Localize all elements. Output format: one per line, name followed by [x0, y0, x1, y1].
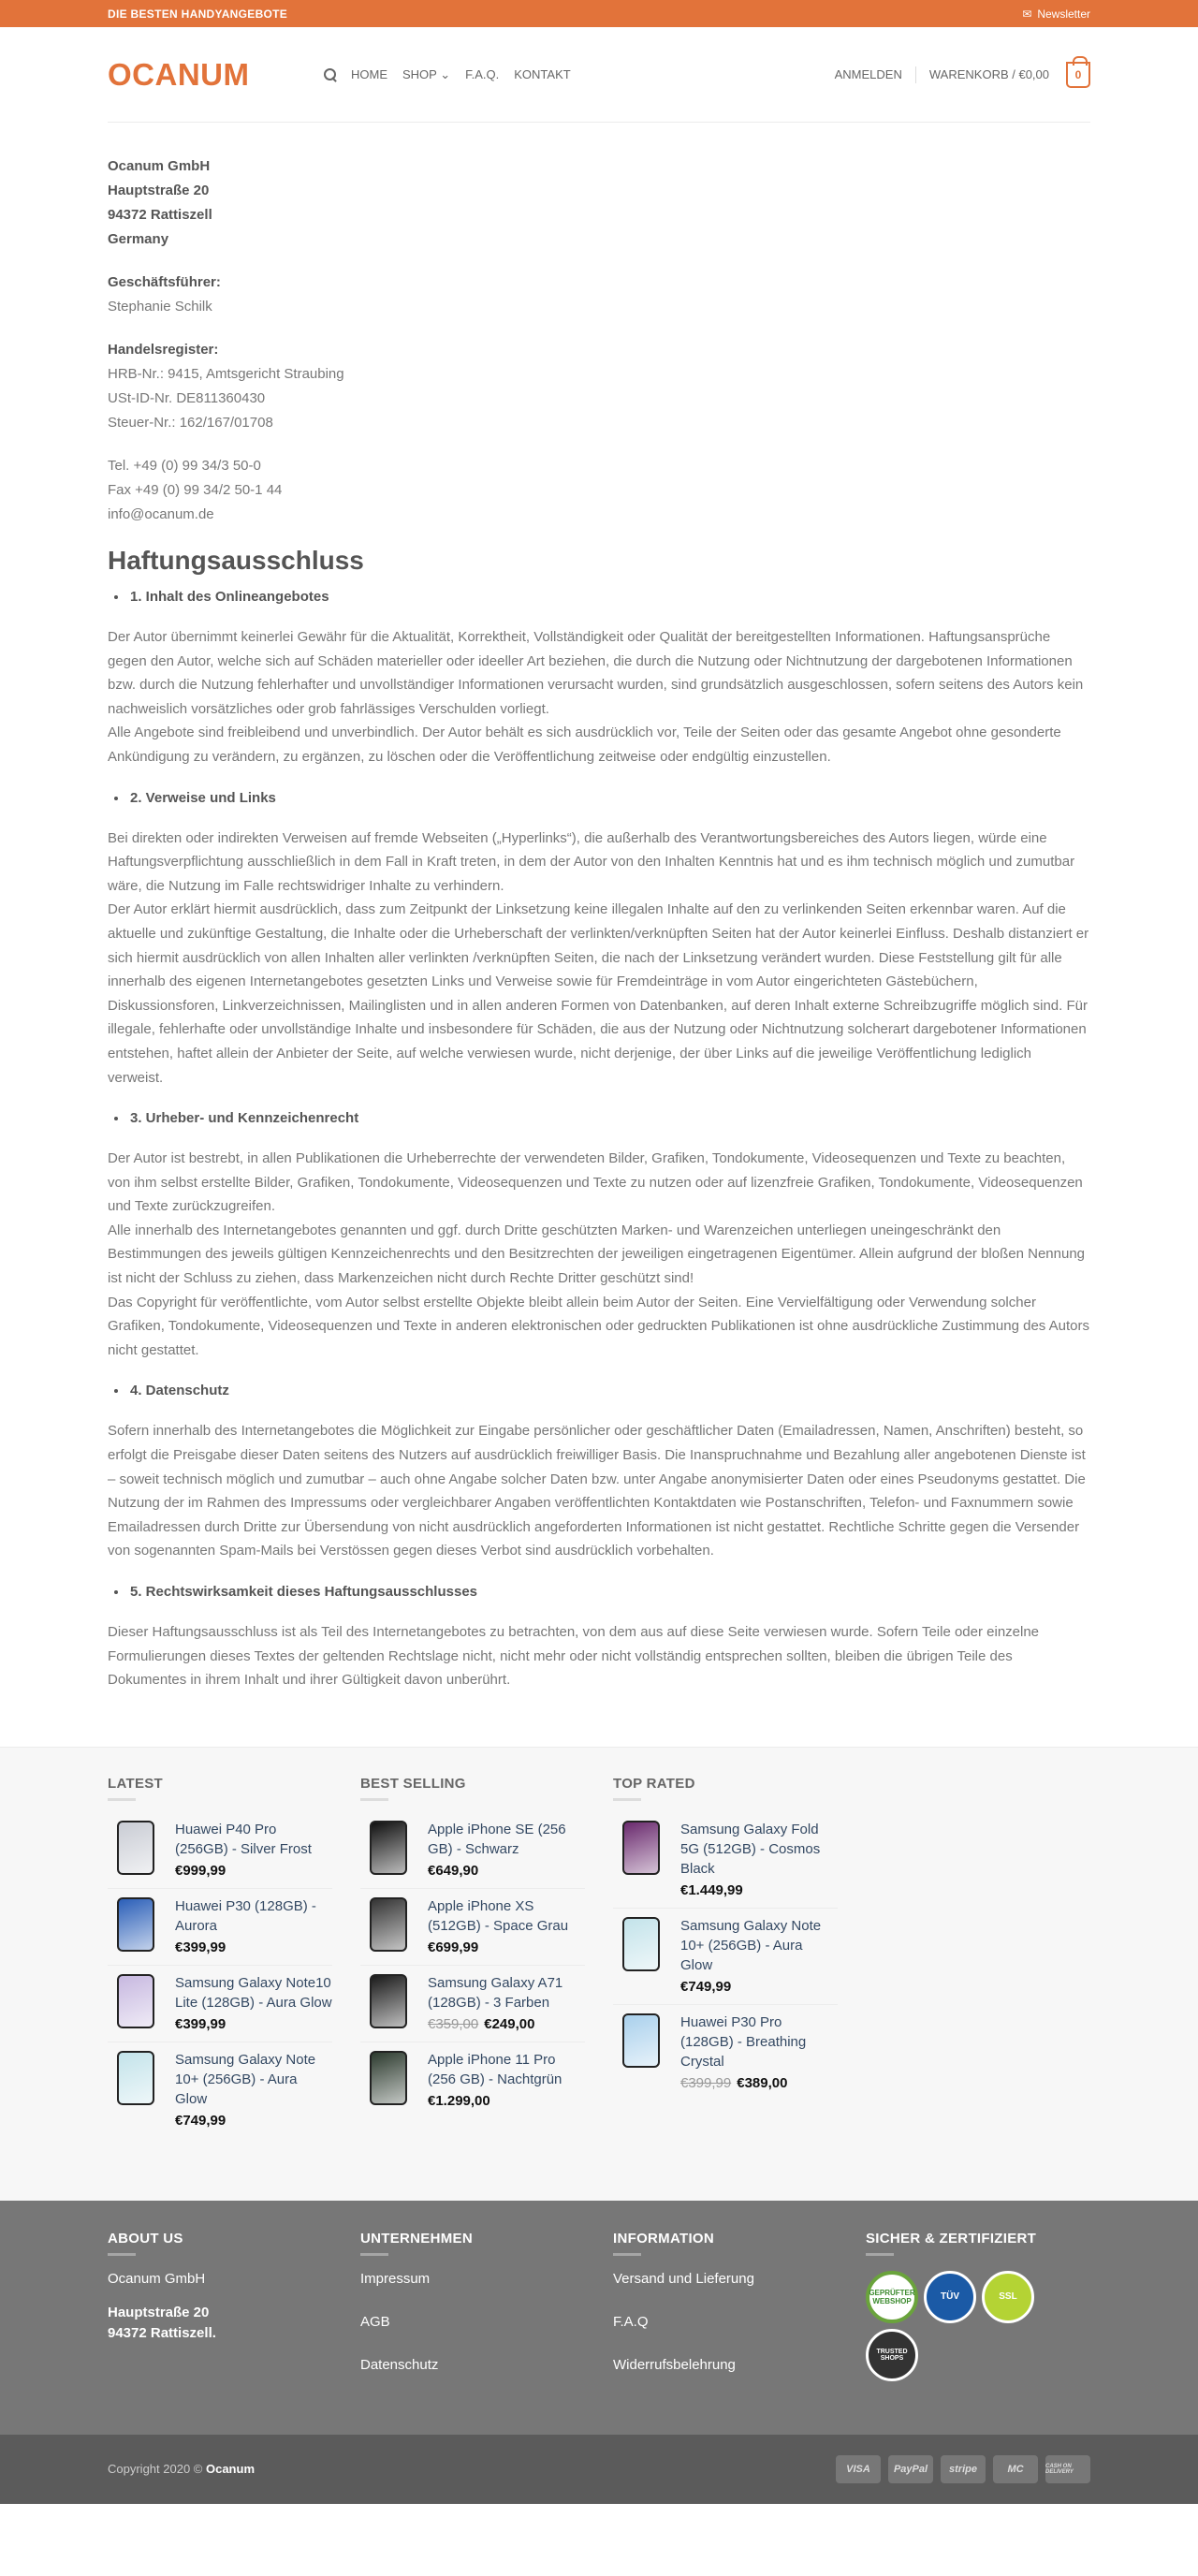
- director-name: Stephanie Schilk: [108, 299, 212, 315]
- ssl-badge-icon: SSL: [982, 2271, 1034, 2323]
- footer-link-agb[interactable]: AGB: [360, 2313, 390, 2330]
- section-heading: • 3. Urheber- und Kennzeichenrecht: [128, 1110, 1090, 1126]
- product-image[interactable]: [108, 2050, 164, 2106]
- payment-icons: [836, 2455, 1090, 2483]
- payment-method-icon: MC: [993, 2455, 1038, 2483]
- nav-faq[interactable]: F.A.Q.: [465, 67, 500, 81]
- fax: Fax +49 (0) 99 34/2 50-1 44: [108, 482, 283, 498]
- footer-about: ABOUT US Ocanum GmbH Hauptstraße 20 94372 Rattiszell.: [108, 2231, 360, 2381]
- phone: Tel. +49 (0) 99 34/3 50-0: [108, 458, 261, 474]
- product-item[interactable]: [613, 1812, 838, 1909]
- widget-column: [360, 1776, 585, 2138]
- phone-icon: [370, 2051, 407, 2105]
- product-image[interactable]: [613, 1820, 669, 1876]
- widget-title: BEST SELLING: [360, 1776, 585, 1801]
- product-name[interactable]: Apple iPhone 11 Pro (256 GB) - Nachtgrün: [428, 2051, 562, 2087]
- product-image[interactable]: [360, 1896, 416, 1953]
- company-address: [108, 154, 1090, 252]
- phone-icon: [117, 2051, 154, 2105]
- widget-title: TOP RATED: [613, 1776, 838, 1801]
- logo[interactable]: OCANUM: [108, 56, 250, 92]
- product-widgets: [0, 1747, 1198, 2201]
- product-item[interactable]: [360, 1812, 585, 1889]
- bottom-bar: [0, 2435, 1198, 2504]
- section-text: Sofern innerhalb des Internetangebotes die Möglichkeit zur Eingabe persönlicher oder geschäftlicher Daten (Emailadressen, Namen, Anschriften) besteht, so erfolgt die Preisgabe dieser Daten seitens des Nutzers auf ausdrücklich freiwilliger Basis. Die Inanspruchnahme und Bezahlung aller angebotenen Dienste ist – soweit technisch möglich und zumutbar – auch ohne Angabe solcher Daten bzw. unter Angabe anonymisierter Daten oder eines Pseudonyms gestattet. Die Nutzung der im Rahmen des Impressums oder vergleichbarer Angaben veröffentlichten Kontaktdaten wie Postanschriften, Telefon- und Faxnummern sowie Emailadressen durch Dritte zur Übersendung von nicht ausdrücklich angeforderten Informationen ist nicht gestattet. Rechtliche Schritte gegen die Versender von sogenannten Spam-Mails bei Verstössen gegen dieses Verbot sind ausdrücklich vorbehalten.: [108, 1423, 1086, 1559]
- phone-icon: [622, 1821, 660, 1875]
- phone-icon: [370, 1897, 407, 1952]
- tax-number: Steuer-Nr.: 162/167/01708: [108, 415, 273, 431]
- product-name[interactable]: Samsung Galaxy Note 10+ (256GB) - Aura Glow: [680, 1917, 822, 1973]
- product-item[interactable]: [108, 2042, 332, 2138]
- product-image[interactable]: [108, 1973, 164, 2029]
- section-heading: • 2. Verweise und Links: [128, 790, 1090, 806]
- product-price: €1.299,00: [428, 2092, 490, 2109]
- copyright: Copyright 2020 © Ocanum: [108, 2462, 255, 2477]
- nav-home[interactable]: HOME: [351, 67, 387, 81]
- product-image[interactable]: [108, 1820, 164, 1876]
- cart-link[interactable]: WARENKORB / €0,00: [928, 67, 1049, 81]
- old-price: €399,99: [680, 2074, 732, 2091]
- product-price: €399,99 €389,00: [680, 2074, 788, 2091]
- page-title: Haftungsausschluss: [108, 546, 364, 575]
- phone-icon: [370, 1974, 407, 2028]
- footer-link-impressum[interactable]: Impressum: [360, 2270, 431, 2287]
- product-image[interactable]: [108, 1896, 164, 1953]
- company-name: Ocanum GmbH: [108, 158, 211, 174]
- product-name[interactable]: Apple iPhone XS (512GB) - Space Grau: [428, 1897, 569, 1934]
- company-country: Germany: [108, 231, 169, 247]
- product-name[interactable]: Huawei P40 Pro (256GB) - Silver Frost: [175, 1821, 312, 1857]
- search-icon[interactable]: [323, 67, 338, 82]
- product-price: €399,99: [175, 1939, 226, 1955]
- nav-shop[interactable]: SHOP ⌄: [402, 66, 451, 81]
- product-price: €749,99: [175, 2112, 226, 2129]
- product-image[interactable]: [360, 2050, 416, 2106]
- product-price: €359,00 €249,00: [428, 2015, 535, 2032]
- section-text: Der Autor ist bestrebt, in allen Publikationen die Urheberrechte der verwendeten Bilder, Grafiken, Tondokumente, Videosequenzen und Texte zu beachten, von ihm selbst erstellte Bilder, Grafiken, Tondokumente, Videosequenzen und Texte zu nutzen oder auf lizenzfreie Grafiken, Tondokumente, Videosequenzen und Texte zurückzugreifen. Alle innerhalb des Internetangebotes genannten und ggf. durch Dritte geschützten Marken- und Warenzeichen unterliegen uneingeschränkt den Bestimmungen des jeweils gültigen Kennzeichenrechts und den Besitzrechten der jeweiligen eingetragenen Eigentümer. Allein aufgrund der bloßen Nennung ist nicht der Schluss zu ziehen, dass Markenzeichen nicht durch Rechte Dritter geschützt sind! Das Copyright für veröffentlichte, vom Autor selbst erstellte Objekte bleibt allein beim Autor der Seiten. Eine Vervielfältigung oder Verwendung solcher Grafiken, Tondokumente, Videosequenzen und Texte in anderen elektronischen oder gedruckten Publikationen ist ohne ausdrückliche Zustimmung des Autors nicht gestattet.: [108, 1150, 1089, 1358]
- envelope-icon: ✉: [1022, 7, 1032, 21]
- contact-info: [108, 454, 1090, 527]
- promo-text: DIE BESTEN HANDYANGEBOTE: [108, 7, 288, 21]
- footer-link-faq[interactable]: F.A.Q: [613, 2313, 649, 2330]
- product-item[interactable]: [613, 2005, 838, 2100]
- widget-column: [108, 1776, 332, 2138]
- product-item[interactable]: [613, 1909, 838, 2005]
- section-heading: • 5. Rechtswirksamkeit dieses Haftungsausschlusses: [128, 1584, 1090, 1600]
- top-bar: [0, 0, 1198, 27]
- product-name[interactable]: Huawei P30 (128GB) - Aurora: [175, 1897, 316, 1934]
- product-item[interactable]: [360, 1889, 585, 1966]
- phone-icon: [370, 1821, 407, 1875]
- phone-icon: [622, 1917, 660, 1971]
- trade-register: Handelsregister: HRB-Nr.: 9415, Amtsgericht Straubing USt-ID-Nr. DE811360430 Steuer-Nr.: 162/167/01708: [108, 338, 1090, 435]
- footer-certificates: SICHER & ZERTIFIZIERT GEPRÜFTER WEBSHOP TÜV SSL TRUSTED SHOPS: [866, 2231, 1090, 2381]
- cart-count-badge[interactable]: 0: [1066, 62, 1090, 88]
- tuev-badge-icon: TÜV: [924, 2271, 976, 2323]
- payment-method-icon: stripe: [941, 2455, 986, 2483]
- footer: [0, 2201, 1198, 2435]
- footer-company: UNTERNEHMEN Impressum AGB Datenschutz: [360, 2231, 613, 2381]
- header: [0, 27, 1198, 123]
- section-text: Der Autor übernimmt keinerlei Gewähr für die Aktualität, Korrektheit, Vollständigkeit oder Qualität der bereitgestellten Informationen. Haftungsansprüche gegen den Autor, welche sich auf Schäden materieller oder ideeller Art beziehen, die durch die Nutzung oder Nichtnutzung der dargebotenen Informationen bzw. durch die Nutzung fehlerhafter und unvollständiger Informationen verursacht wurden, sind grundsätzlich ausgeschlossen, sofern seitens des Autors kein nachweislich vorsätzliches oder grob fahrlässiges Verschulden vorliegt. Alle Angebote sind freibleibend und unverbindlich. Der Autor behält es sich ausdrücklich vor, Teile der Seiten oder das gesamte Angebot ohne gesonderte Ankündigung zu verändern, zu ergänzen, zu löschen oder die Veröffentlichung zeitweise oder endgültig einzustellen.: [108, 629, 1084, 765]
- payment-method-icon: VISA: [836, 2455, 881, 2483]
- product-name[interactable]: Samsung Galaxy Fold 5G (512GB) - Cosmos Black: [680, 1821, 821, 1877]
- hrb-number: HRB-Nr.: 9415, Amtsgericht Straubing: [108, 366, 344, 382]
- chevron-down-icon: ⌄: [440, 66, 451, 81]
- footer-link-datenschutz[interactable]: Datenschutz: [360, 2356, 439, 2373]
- product-name[interactable]: Samsung Galaxy Note10 Lite (128GB) - Aura Glow: [175, 1974, 332, 2011]
- product-item[interactable]: [360, 2042, 585, 2118]
- disclaimer-sections: [108, 589, 1090, 1692]
- product-price: €749,99: [680, 1978, 732, 1995]
- payment-method-icon: CASH ON DELIVERY: [1045, 2455, 1090, 2483]
- divider: [915, 66, 916, 83]
- product-name[interactable]: Huawei P30 Pro (128GB) - Breathing Crystal: [680, 2013, 807, 2070]
- product-price: €699,99: [428, 1939, 479, 1955]
- trusted-shops-badge-icon: TRUSTED SHOPS: [866, 2329, 918, 2381]
- vat-id: USt-ID-Nr. DE811360430: [108, 390, 266, 406]
- product-item[interactable]: [108, 1889, 332, 1966]
- company-street: Hauptstraße 20: [108, 183, 210, 198]
- product-image[interactable]: [613, 1916, 669, 1972]
- newsletter-link[interactable]: ✉ Newsletter: [1022, 7, 1090, 21]
- phone-icon: [622, 2013, 660, 2068]
- product-image[interactable]: [360, 1973, 416, 2029]
- product-name[interactable]: Samsung Galaxy A71 (128GB) - 3 Farben: [428, 1974, 563, 2011]
- phone-icon: [117, 1897, 154, 1952]
- product-price: €649,90: [428, 1862, 479, 1879]
- widget-title: LATEST: [108, 1776, 332, 1801]
- phone-icon: [117, 1821, 154, 1875]
- footer-link-shipping[interactable]: Versand und Lieferung: [613, 2270, 754, 2287]
- nav-contact[interactable]: KONTAKT: [514, 67, 571, 81]
- product-image[interactable]: [360, 1820, 416, 1876]
- verified-shop-badge-icon: GEPRÜFTER WEBSHOP: [866, 2271, 918, 2323]
- email[interactable]: info@ocanum.de: [108, 506, 214, 522]
- section-heading: • 1. Inhalt des Onlineangebotes: [128, 589, 1090, 605]
- section-heading: • 4. Datenschutz: [128, 1383, 1090, 1398]
- login-link[interactable]: ANMELDEN: [834, 67, 902, 81]
- footer-information: INFORMATION Versand und Lieferung F.A.Q Widerrufsbelehrung: [613, 2231, 866, 2381]
- product-item[interactable]: [360, 1966, 585, 2042]
- product-item[interactable]: [108, 1812, 332, 1889]
- managing-director: Geschäftsführer: Stephanie Schilk: [108, 271, 1090, 319]
- section-text: Bei direkten oder indirekten Verweisen auf fremde Webseiten („Hyperlinks“), die außerhalb des Verantwortungsbereiches des Autors liegen, würde eine Haftungsverpflichtung ausschließlich in dem Fall in Kraft treten, in dem der Autor von den Inhalten Kenntnis hat und es ihm technisch möglich und zumutbar wäre, die Nutzung im Falle rechtswidriger Inhalte zu verhindern. Der Autor erklärt hiermit ausdrücklich, dass zum Zeitpunkt der Linksetzung keine illegalen Inhalte auf den zu verlinkenden Seiten erkennbar waren. Auf die aktuelle und zukünftige Gestaltung, die Inhalte oder die Urheberschaft der verlinkten/verknüpften Seiten hat der Autor keinerlei Einfluss. Deshalb distanziert er sich hiermit ausdrücklich von allen Inhalten aller verlinkten /verknüpften Seiten, die nach der Linksetzung verändert wurden. Diese Feststellung gilt für alle innerhalb des eigenen Internetangebotes gesetzten Links und Verweise sowie für Fremdeinträge in vom Autor eingerichteten Gästebüchern, Diskussionsforen, Linkverzeichnissen, Mailinglisten und in allen anderen Formen von Datenbanken, auf deren Inhalt externe Schreibzugriffe möglich sind. Für illegale, fehlerhafte oder unvollständige Inhalte und insbesondere für Schäden, die aus der Nutzung oder Nichtnutzung solcherart dargebotener Informationen entstehen, haftet allein der Anbieter der Seite, auf welche verwiesen wurde, nicht derjenige, der über Links auf die jeweilige Veröffentlichung lediglich verweist.: [108, 829, 1089, 1086]
- payment-method-icon: PayPal: [888, 2455, 933, 2483]
- main-nav: [323, 64, 573, 86]
- product-item[interactable]: [108, 1966, 332, 2042]
- product-price: €1.449,99: [680, 1881, 743, 1898]
- section-text: Dieser Haftungsausschluss ist als Teil des Internetangebotes zu betrachten, von dem aus auf diese Seite verwiesen wurde. Sofern Teile oder einzelne Formulierungen dieses Textes der geltenden Rechtslage nicht, nicht mehr oder nicht vollständig entsprechen sollten, bleiben die übrigen Teile des Dokumentes in ihrem Inhalt und ihrer Gültigkeit davon unberührt.: [108, 1624, 1040, 1689]
- product-price: €999,99: [175, 1862, 226, 1879]
- product-name[interactable]: Samsung Galaxy Note 10+ (256GB) - Aura Glow: [175, 2051, 316, 2107]
- product-image[interactable]: [613, 2012, 669, 2069]
- old-price: €359,00: [428, 2015, 479, 2032]
- widget-column: [613, 1776, 838, 2138]
- company-city: 94372 Rattiszell: [108, 207, 212, 223]
- product-name[interactable]: Apple iPhone SE (256 GB) - Schwarz: [428, 1821, 566, 1857]
- product-price: €399,99: [175, 2015, 226, 2032]
- footer-link-withdrawal[interactable]: Widerrufsbelehrung: [613, 2356, 736, 2373]
- phone-icon: [117, 1974, 154, 2028]
